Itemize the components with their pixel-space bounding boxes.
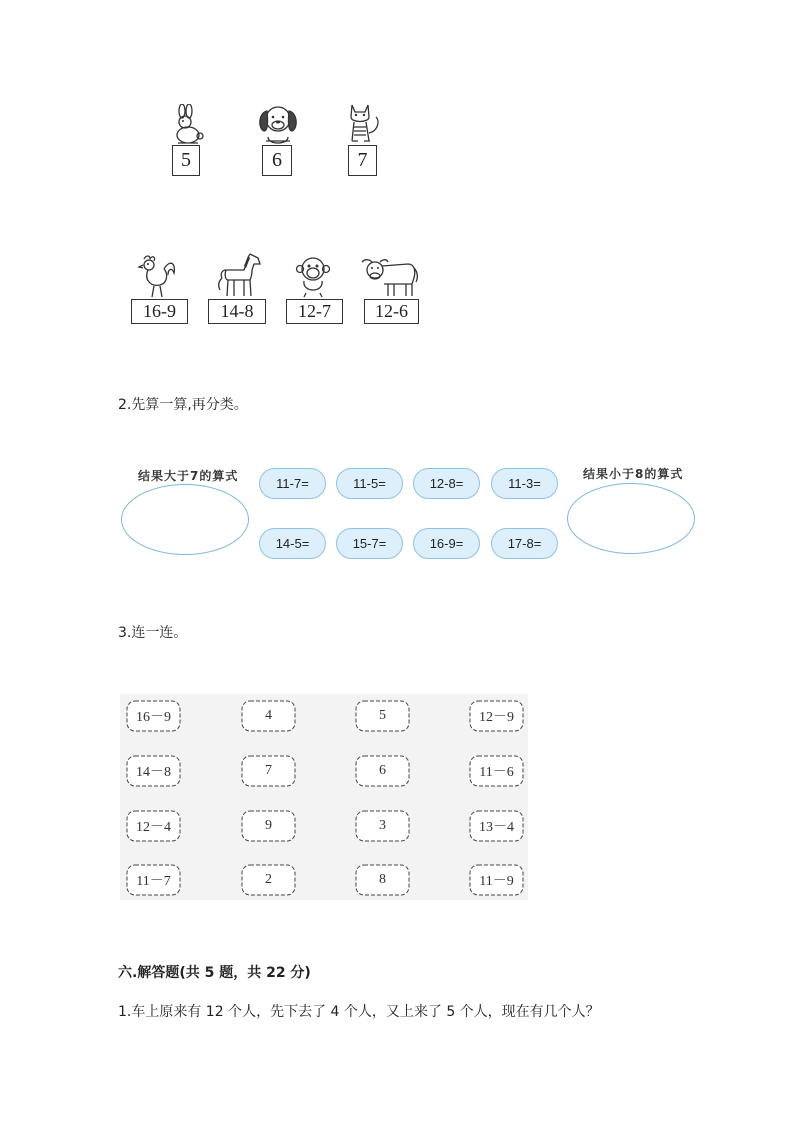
left-category-label: 结果大于7的算式 <box>138 469 239 483</box>
match-text: 11－7 <box>136 874 171 889</box>
rabbit-icon <box>168 104 210 146</box>
pill-text: 16-9= <box>429 536 464 551</box>
expression-box <box>286 299 343 324</box>
left-category-ellipse[interactable] <box>121 484 249 555</box>
match-text: 9 <box>265 818 272 833</box>
pill-text: 12-8= <box>429 476 464 491</box>
monkey-icon <box>294 255 332 299</box>
match-box[interactable] <box>125 863 182 897</box>
expression-box <box>364 299 419 324</box>
pill-text: 11-7= <box>276 476 309 491</box>
match-box[interactable] <box>125 699 182 733</box>
expression-pill[interactable] <box>413 468 480 499</box>
expression-pill[interactable] <box>259 468 326 499</box>
match-text: 14－8 <box>136 765 171 780</box>
match-text: 11－6 <box>479 765 514 780</box>
horse-icon <box>214 250 264 298</box>
dog-icon <box>254 101 302 147</box>
match-box[interactable] <box>354 754 411 788</box>
match-box[interactable] <box>240 809 297 843</box>
pill-text: 11-5= <box>353 476 386 491</box>
match-text: 7 <box>265 763 272 778</box>
expression-pill[interactable] <box>413 528 480 559</box>
match-box[interactable] <box>240 699 297 733</box>
match-box[interactable] <box>468 699 525 733</box>
rooster-icon <box>134 253 178 299</box>
match-text: 13－4 <box>479 820 514 835</box>
expression-box <box>131 299 188 324</box>
match-text: 6 <box>379 763 386 778</box>
match-text: 12－4 <box>136 820 171 835</box>
match-text: 5 <box>379 708 386 723</box>
match-box[interactable] <box>354 863 411 897</box>
match-box[interactable] <box>468 809 525 843</box>
question-3-title: 3.连一连。 <box>118 625 188 641</box>
match-box[interactable] <box>125 809 182 843</box>
pill-text: 11-3= <box>508 476 541 491</box>
expression-pill[interactable] <box>336 468 403 499</box>
pill-text: 17-8= <box>507 536 542 551</box>
match-box[interactable] <box>240 863 297 897</box>
match-text: 2 <box>265 872 272 887</box>
match-box[interactable] <box>468 754 525 788</box>
number-label: 7 <box>357 149 368 171</box>
number-box <box>262 145 292 176</box>
number-box <box>348 145 377 176</box>
match-text: 3 <box>379 818 386 833</box>
expression-label: 12-6 <box>375 301 408 321</box>
cow-icon <box>360 256 420 298</box>
section-6-question-1: 1.车上原来有 12 个人，先下去了 4 个人，又上来了 5 个人，现在有几个人？ <box>118 1004 600 1020</box>
match-box[interactable] <box>468 863 525 897</box>
match-text: 12－9 <box>479 710 514 725</box>
number-label: 5 <box>181 149 191 171</box>
match-box[interactable] <box>354 809 411 843</box>
match-box[interactable] <box>354 699 411 733</box>
number-label: 6 <box>272 149 282 171</box>
match-box[interactable] <box>240 754 297 788</box>
expression-label: 14-8 <box>220 301 254 321</box>
right-category-ellipse[interactable] <box>567 483 695 554</box>
expression-pill[interactable] <box>491 528 558 559</box>
match-text: 11－9 <box>479 874 514 889</box>
cat-icon <box>338 101 384 147</box>
match-text: 4 <box>265 708 272 723</box>
pill-text: 15-7= <box>352 536 387 551</box>
expression-box <box>208 299 266 324</box>
pill-text: 14-5= <box>275 536 310 551</box>
expression-pill[interactable] <box>259 528 326 559</box>
match-text: 16－9 <box>136 710 171 725</box>
match-box[interactable] <box>125 754 182 788</box>
question-2-title: 2.先算一算,再分类。 <box>118 397 248 413</box>
expression-pill[interactable] <box>336 528 403 559</box>
expression-pill[interactable] <box>491 468 558 499</box>
match-text: 8 <box>379 872 386 887</box>
right-category-label: 结果小于8的算式 <box>583 467 684 481</box>
number-box <box>172 145 200 176</box>
section-6-heading: 六.解答题(共 5 题，共 22 分) <box>118 965 311 981</box>
expression-label: 12-7 <box>298 301 331 321</box>
expression-label: 16-9 <box>143 301 176 321</box>
